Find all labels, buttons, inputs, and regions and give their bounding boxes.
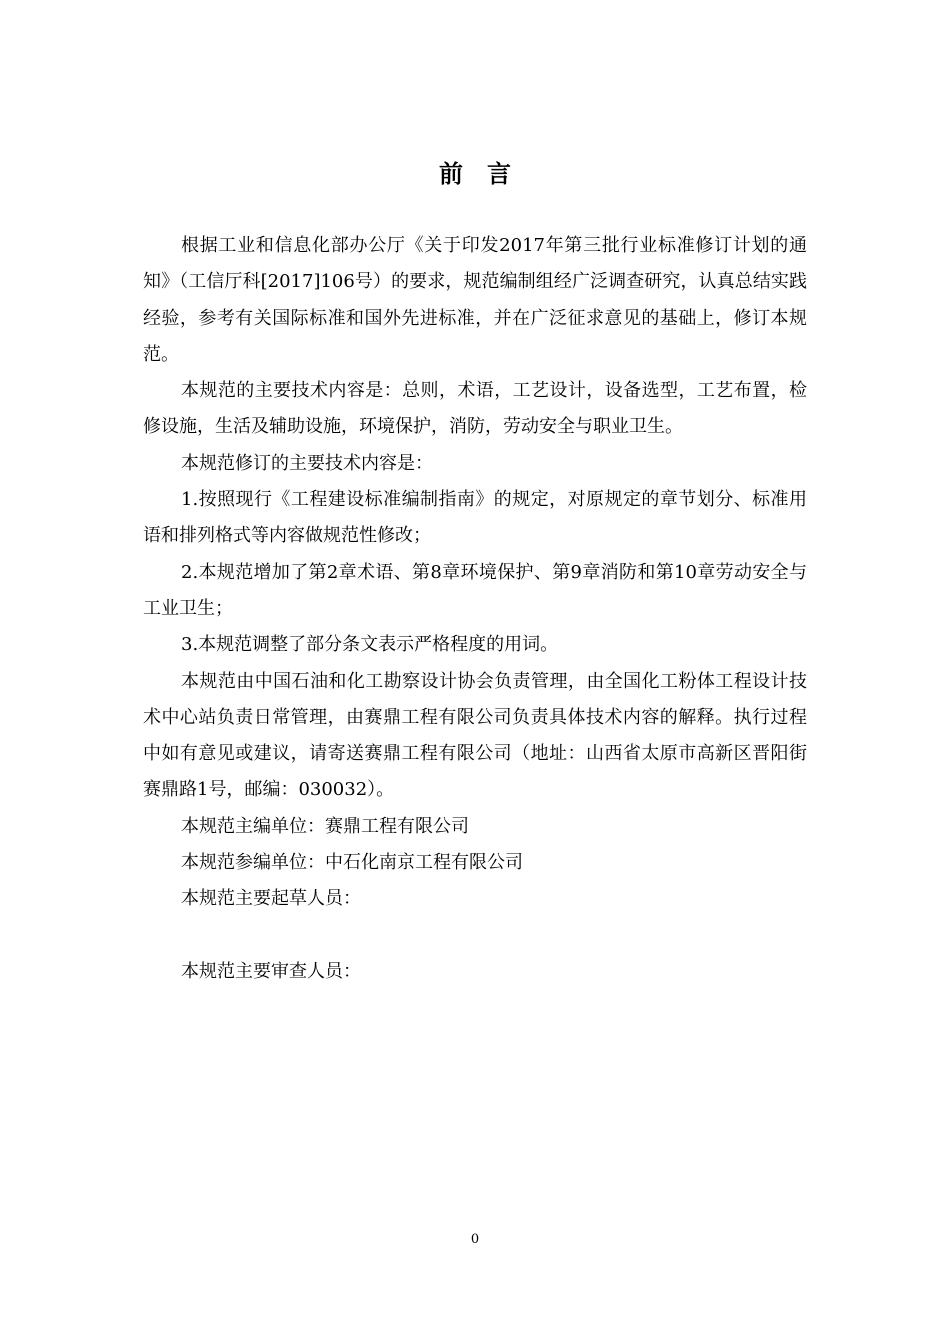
paragraph-revision-item-1: 1.按照现行《工程建设标准编制指南》的规定，对原规定的章节划分、标准用语和排列格式等内容做规范性修改； [143,489,807,547]
paragraph-reviewers: 本规范主要审查人员： [181,960,361,982]
blank-line [143,918,807,954]
paragraph-management: 本规范由中国石油和化工勘察设计协会负责管理，由全国化工粉体工程设计技术中心站负责日常管理，由赛鼎工程有限公司负责具体技术内容的解释。执行过程中如有意见或建议，请寄送赛鼎工程有限公司（地址：山西省太原市高新区晋阳街赛鼎路1号，邮编：030032）。 [143,670,807,801]
paragraph-revision-item-2: 2.本规范增加了第2章术语、第8章环境保护、第9章消防和第10章劳动安全与工业卫生； [143,561,807,619]
paragraph-participating-unit: 本规范参编单位：中石化南京工程有限公司 [181,852,523,874]
paragraph-revision-intro: 本规范修订的主要技术内容是： [181,452,433,474]
paragraph-background: 根据工业和信息化部办公厅《关于印发2017年第三批行业标准修订计划的通知》（工信厅科[2017]106号）的要求，规范编制组经广泛调查研究，认真总结实践经验，参考有关国际标准和国外先进标准，并在广泛征求意见的基础上，修订本规范。 [143,235,807,365]
paragraph-chief-editor-unit: 本规范主编单位：赛鼎工程有限公司 [181,815,469,837]
page-title: 前言 [439,159,535,188]
paragraph-main-content: 本规范的主要技术内容是：总则，术语，工艺设计，设备选型，工艺布置，检修设施，生活及辅助设施，环境保护，消防，劳动安全与职业卫生。 [143,380,807,438]
paragraph-drafters: 本规范主要起草人员： [181,888,361,910]
page-number: 0 [470,1232,480,1247]
document-body [143,228,807,990]
paragraph-revision-item-3: 3.本规范调整了部分条文表示严格程度的用词。 [181,634,559,656]
